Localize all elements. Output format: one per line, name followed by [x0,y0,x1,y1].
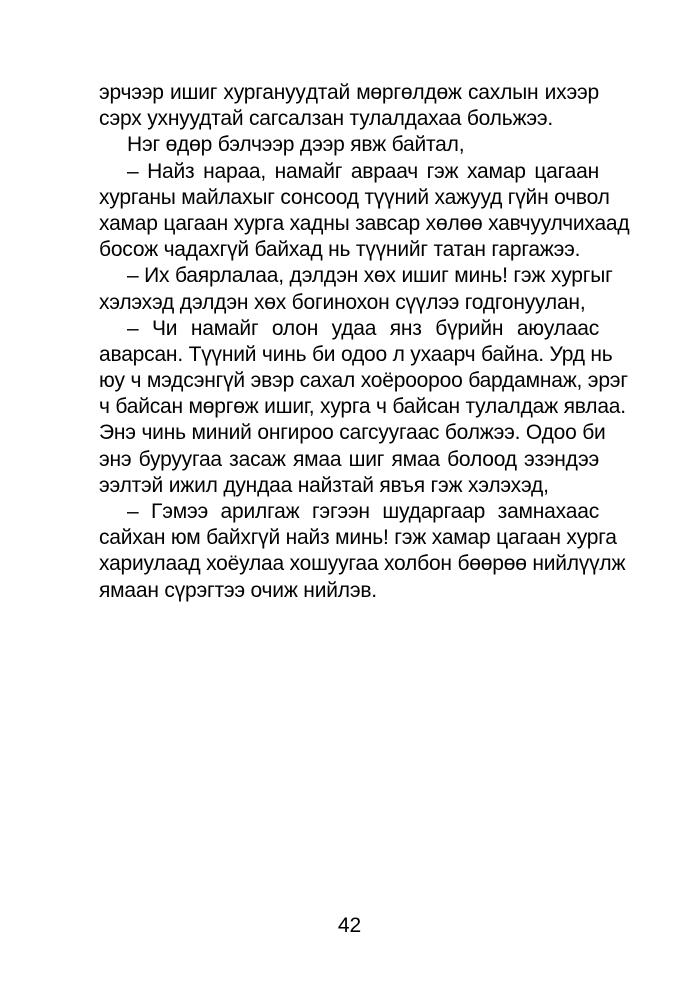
text-line: ч байсан мөргөж ишиг, хурга ч байсан тулалдаж явлаа. [99,395,626,419]
text-line: ямаан сүрэгтээ очиж нийлэв. [99,578,377,602]
text-line: – Найз нараа, намайг авраач гэж хамар цагаан [127,159,599,183]
text-line: – Гэмээ арилгаж гэгээн шударгаар замнахаас [127,500,599,523]
text-line: хурганы майлахыг сонсоод түүний хажууд гүйн очвол [99,185,610,209]
body-text [99,80,630,604]
text-line: ээлтэй ижил дундаа найзтай явъя гэж хэлэхэд, [99,473,549,497]
text-line: хэлэхэд дэлдэн хөх богинохон сүүлээ годгонуулан, [99,290,586,314]
text-line: сайхан юм байхгүй найз минь! гэж хамар цагаан хурга [99,526,617,550]
text-line: – Чи намайг олон удаа янз бүрийн аюулаас [127,316,599,340]
text-line: сэрх ухнуудтай сагсалзан тулалдахаа больжээ. [99,107,553,131]
text-line: аварсан. Түүний чинь би одоо л ухаарч байна. Урд нь [99,342,613,366]
text-line: – Их баярлалаа, дэлдэн хөх ишиг минь! гэж хургыг [127,264,613,288]
text-line: Нэг өдөр бэлчээр дээр явж байтал, [127,133,465,157]
page-number: 42 [337,914,362,937]
text-line: хамар цагаан хурга хадны завсар хөлөө хавчуулчихаад [99,211,630,235]
text-line: хариулаад хоёулаа хошуугаа холбон бөөрөө нийлүүлж [99,552,626,576]
text-line: босож чадахгүй байхад нь түүнийг татан гаргажээ. [99,238,581,262]
text-line: энэ буруугаа засаж ямаа шиг ямаа болоод эзэндээ [99,447,599,471]
text-line: эрчээр ишиг хурганyyдтай мөргөлдөж сахлын ихээр [99,81,599,104]
text-line: Энэ чинь миний онгироо сагсуугаас болжээ. Одоо би [99,421,606,445]
text-line: юу ч мэдсэнгүй эвэр сахал хоёроороо бардамнаж, эрэг [99,369,628,393]
